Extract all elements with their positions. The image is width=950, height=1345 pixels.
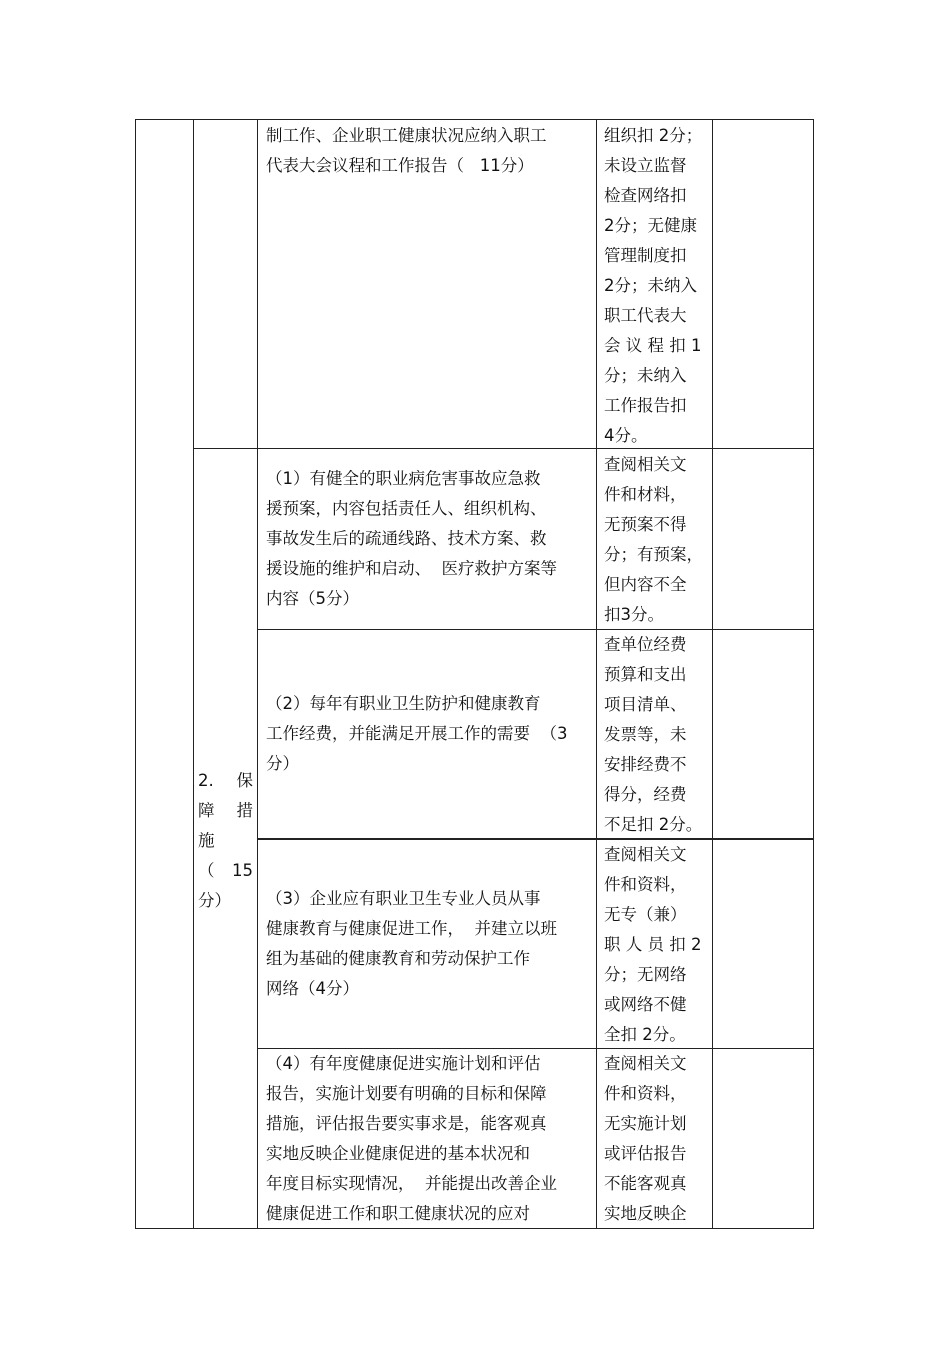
row-divider-3 [257,838,813,840]
method-line: 安排经费不 [604,755,687,774]
content-line: 年度目标实现情况， 并能提出改善企业 [266,1174,557,1193]
row-4-content [266,1049,591,1229]
method-line: 不足扣 2分。 [604,815,703,834]
category-line-5: 分） [198,891,231,910]
row-divider-2 [257,629,813,630]
col-divider-3 [596,120,597,1228]
row-2-method [604,630,710,840]
content-line: 代表大会议程和工作报告（ 11分） [266,156,534,175]
method-line: 未设立监督 [604,156,687,175]
method-line: 分；无网络 [604,965,687,984]
method-line: 分；有预案， [604,545,703,564]
content-line: （3）企业应有职业卫生专业人员从事 [266,889,541,908]
col-divider-1 [193,120,194,1228]
content-line: 内容（5分） [266,589,359,608]
col-divider-4 [712,120,713,1228]
method-line: 2分；未纳入 [604,276,697,295]
content-line: （1）有健全的职业病危害事故应急救 [266,469,541,488]
method-line: 查阅相关文 [604,1054,687,1073]
row-3-method [604,840,710,1050]
method-line: 预算和支出 [604,665,687,684]
method-line: 管理制度扣 [604,246,687,265]
method-line: 工作报告扣 [604,396,687,415]
content-line: （4）有年度健康促进实施计划和评估 [266,1054,541,1073]
method-line: 检查网络扣 [604,186,687,205]
content-line: 事故发生后的疏通线路、技术方案、救 [266,529,547,548]
row-2-content [266,689,596,779]
method-line: 扣3分。 [604,605,664,624]
method-line: 或评估报告 [604,1144,687,1163]
row-0-method [604,121,710,451]
method-line: 发票等，未 [604,725,687,744]
assessment-table [135,119,814,1229]
method-line: 无专（兼） [604,905,687,924]
method-line: 职工代表大 [604,306,687,325]
content-line: 工作经费，并能满足开展工作的需要 （3 [266,724,568,743]
method-line: 不能客观真 [604,1174,687,1193]
method-line: 职 人 员 扣 2 [604,935,702,954]
content-line: 网络（4分） [266,979,359,998]
method-line: 查单位经费 [604,635,687,654]
content-line: 制工作、企业职工健康状况应纳入职工 [266,126,547,145]
method-line: 4分。 [604,426,648,445]
method-line: 得分，经费 [604,785,687,804]
row-divider-1 [193,448,813,449]
method-line: 会 议 程 扣 1 [604,336,702,355]
method-line: 实地反映企 [604,1204,687,1223]
row-4-method [604,1049,710,1229]
category-line-3: 施 [198,831,215,850]
content-line: 报告，实施计划要有明确的目标和保障 [266,1084,547,1103]
method-line: 2分；无健康 [604,216,697,235]
category-line-4: （ 15 [198,861,253,880]
method-line: 无预案不得 [604,515,687,534]
method-line: 件和资料， [604,1084,687,1103]
row-0-content [266,121,591,181]
content-line: 援预案，内容包括责任人、组织机构、 [266,499,547,518]
method-line: 无实施计划 [604,1114,687,1133]
method-line: 查阅相关文 [604,455,687,474]
content-line: 健康教育与健康促进工作， 并建立以班 [266,919,557,938]
method-line: 组织扣 2分； [604,126,703,145]
method-line: 或网络不健 [604,995,687,1014]
method-line: 但内容不全 [604,575,687,594]
row-1-content [266,464,591,614]
content-line: 援设施的维护和启动、 医疗救护方案等 [266,559,557,578]
content-line: 措施，评估报告要实事求是，能客观真 [266,1114,547,1133]
method-line: 分；未纳入 [604,366,687,385]
method-line: 件和材料， [604,485,687,504]
method-line: 件和资料， [604,875,687,894]
col-divider-2 [257,120,258,1228]
content-line: 健康促进工作和职工健康状况的应对 [266,1204,530,1223]
category-cell [198,766,253,916]
content-line: 组为基础的健康教育和劳动保护工作 [266,949,530,968]
method-line: 项目清单、 [604,695,687,714]
category-line-1: 2. 保 [198,771,253,790]
row-3-content [266,884,591,1004]
content-line: 分） [266,754,299,773]
content-line: 实地反映企业健康促进的基本状况和 [266,1144,530,1163]
method-line: 查阅相关文 [604,845,687,864]
row-1-method [604,450,710,630]
method-line: 全扣 2分。 [604,1025,686,1044]
content-line: （2）每年有职业卫生防护和健康教育 [266,694,541,713]
category-line-2: 障 措 [198,801,253,820]
